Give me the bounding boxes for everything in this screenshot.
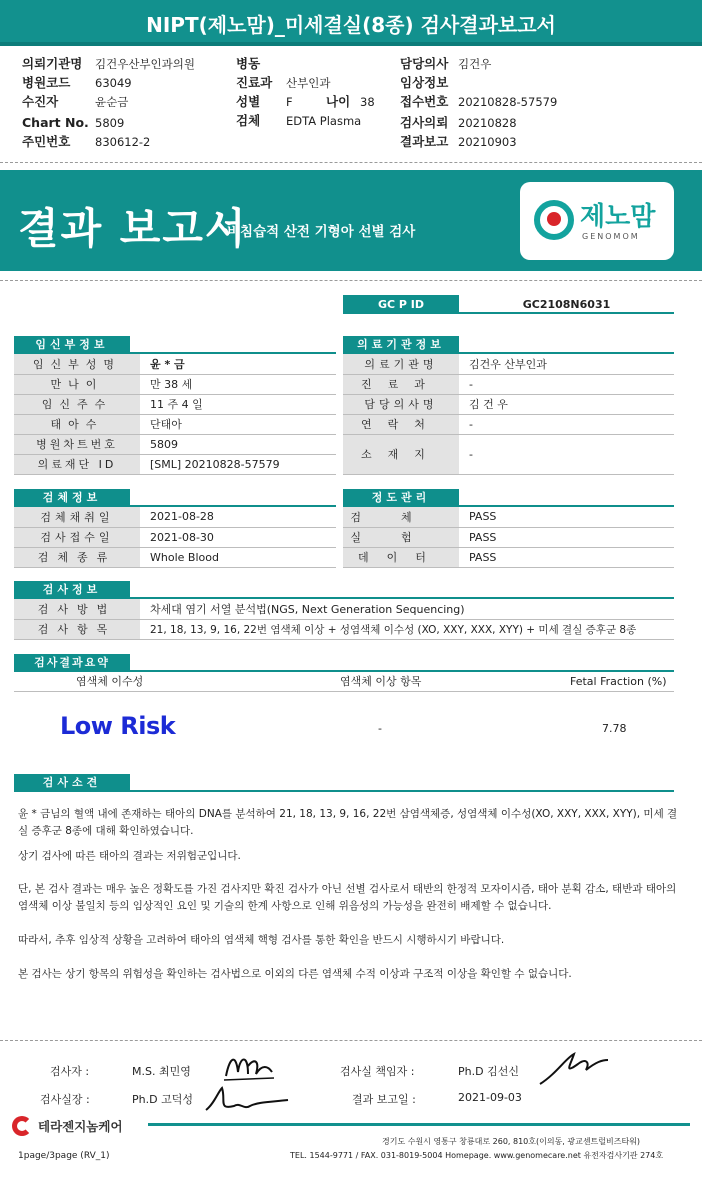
row-value: - [459,414,674,434]
report-date: 2021-09-03 [458,1091,522,1104]
row-key: 소재지 [343,434,459,474]
table-row [14,454,336,474]
head-name: Ph.D 고덕성 [132,1093,193,1106]
logo-name: 제노맘 [580,202,656,232]
tester-label: 검사자 : [50,1065,90,1078]
genomom-logo [520,182,674,260]
hdr-value: 김건우 [458,57,492,71]
lead-name: Ph.D 김선신 [458,1065,519,1078]
institution-table [343,354,674,475]
summary-heading: 검사결과요약 [14,654,130,671]
table-row [343,507,674,527]
logo-eng: GENOMOM [582,232,640,241]
table-row [14,354,336,374]
row-key: 검체채취일 [14,507,140,527]
gcpid-label: GC P ID [343,295,459,314]
findings-heading: 검사소견 [14,774,130,791]
table-row [343,527,674,547]
hdr-label: 성별 [236,94,261,109]
hdr-value: 5809 [95,116,125,130]
pregnant-table [14,354,336,475]
row-key: 연락처 [343,414,459,434]
row-value: PASS [459,507,674,527]
row-key: 검체종류 [14,547,140,567]
hdr-value: EDTA Plasma [286,114,362,128]
footer-rule [148,1123,690,1126]
row-key: 만나이 [14,374,140,394]
table-row [343,434,674,474]
qc-table [343,507,674,568]
hdr-label: 임상정보 [400,75,449,90]
company-logo-icon [12,1116,32,1136]
row-key: 임신주수 [14,394,140,414]
test-heading: 검사정보 [14,581,130,598]
result-banner [0,170,702,271]
summary-header-row [14,672,674,692]
banner-subtitle: 비침습적 산전 기형아 선별 검사 [227,224,416,240]
hdr-value: F [286,95,293,109]
hdr-label: 나이 [326,94,351,109]
row-value: Whole Blood [140,547,336,567]
institution-heading: 의료기관정보 [343,336,459,353]
row-value: 김 건 우 [459,394,674,414]
row-value: 윤 * 금 [140,354,336,374]
row-value: - [459,374,674,394]
table-row [343,354,674,374]
table-row [14,414,336,434]
hdr-value: 20210903 [458,135,517,149]
table-row [343,374,674,394]
report-title: NIPT(제노맘)_미세결실(8종) 검사결과보고서 [0,0,702,46]
row-value: [SML] 20210828-57579 [140,454,336,474]
findings-paragraph: 윤 * 금님의 혈액 내에 존재하는 태아의 DNA를 분석하여 21, 18, 13, 9, 16, 22번 삼염색체증, 성염색체 이수성(XO, XXY, XXX, XYY), 미세 결실 증후군 8종에 대해 확인하였습니다. [18,808,678,837]
specimen-heading: 검체정보 [14,489,130,506]
row-key: 검사항목 [14,619,140,639]
hdr-value: 63049 [95,76,132,90]
hdr-value: 산부인과 [286,76,331,90]
company-name: 테라젠지놈케어 [38,1119,123,1134]
hdr-label: 검체 [236,113,261,128]
logo-dot-icon [547,212,561,226]
specimen-table [14,507,336,568]
hdr-label: 결과보고 [400,134,449,149]
summary-col1: 염색체 이수성 [76,675,144,688]
header-info [0,50,702,160]
table-row [14,507,336,527]
summary-col2: 염색체 이상 항목 [340,675,422,688]
table-row [343,414,674,434]
table-row [14,599,674,619]
qc-heading: 정도관리 [343,489,459,506]
hdr-value: 830612-2 [95,135,151,149]
report-label: 결과 보고일 : [352,1093,416,1106]
hdr-label: 담당의사 [400,56,449,71]
hdr-label: 접수번호 [400,94,449,109]
hdr-value: 20210828 [458,116,517,130]
hdr-label: 검사의뢰 [400,115,449,130]
table-row [14,394,336,414]
lead-signature [536,1048,610,1090]
table-row [343,394,674,414]
lead-label: 검사실 책임자 : [340,1065,415,1078]
findings-paragraph: 단, 본 검사 결과는 매우 높은 정확도를 가진 검사지만 확진 검사가 아닌 선별 검사로서 태반의 한정적 모자이시즘, 태아 분획 감소, 태반과 태아의 염색체 이상 불일치 등의 임상적인 요인 및 기술의 한계 사항으로 인해 위음성의 가능성을 완전히 배제할 수 없습니다. [18,883,677,912]
table-row [14,374,336,394]
summary-col3: Fetal Fraction (%) [570,675,667,688]
head-label: 검사실장 : [40,1093,90,1106]
findings-paragraph: 따라서, 추후 임상적 상황을 고려하여 태아의 염색체 핵형 검사를 통한 확인을 반드시 시행하시기 바랍니다. [18,934,505,946]
row-value: 만 38 세 [140,374,336,394]
table-row [14,527,336,547]
row-key: 실험 [343,527,459,547]
header-divider [0,162,702,163]
hdr-value: 20210828-57579 [458,95,558,109]
row-key: 데이터 [343,547,459,567]
row-value: 단태아 [140,414,336,434]
row-key: 임신부성명 [14,354,140,374]
page-number: 1page/3page (RV_1) [18,1151,110,1161]
row-value: 21, 18, 13, 9, 16, 22번 염색체 이상 + 성염색체 이수성 (XO, XXY, XXX, XYY) + 미세 결실 증후군 8종 [140,619,674,639]
row-key: 검체 [343,507,459,527]
hdr-label: 수진자 [22,94,59,109]
table-row [14,434,336,454]
row-key: 검사접수일 [14,527,140,547]
findings-paragraph: 본 검사는 상기 항목의 위험성을 확인하는 검사법으로 이외의 다른 염색체 수적 이상과 구조적 이상을 확인할 수 없습니다. [18,968,572,980]
banner-divider [0,280,702,281]
hdr-label: 진료과 [236,75,273,90]
test-table [14,599,674,640]
row-key: 의료기관명 [343,354,459,374]
table-row [14,619,674,639]
summary-ff: 7.78 [602,722,627,735]
hdr-label: 주민번호 [22,134,71,149]
row-key: 의료재단 ID [14,454,140,474]
hdr-value: 김건우산부인과의원 [95,57,195,71]
row-value: 2021-08-30 [140,527,336,547]
tester-name: M.S. 최민영 [132,1065,191,1078]
row-value: 김건우 산부인과 [459,354,674,374]
row-key: 병원차트번호 [14,434,140,454]
table-row [343,547,674,567]
hdr-value: 38 [360,95,375,109]
table-row [14,547,336,567]
findings-paragraph: 상기 검사에 따른 태아의 결과는 저위험군입니다. [18,850,241,862]
row-key: 태아수 [14,414,140,434]
row-key: 담당의사명 [343,394,459,414]
hdr-label: Chart No. [22,115,89,130]
row-value: 11 주 4 일 [140,394,336,414]
footer-contact: TEL. 1544-9771 / FAX. 031-8019-5004 Homepage. www.genomecare.net 유전자검사기관 274호 [290,1151,664,1160]
row-key: 검사방법 [14,599,140,619]
hdr-label: 의뢰기관명 [22,56,83,71]
gcpid-value: GC2108N6031 [459,295,674,314]
pregnant-heading: 임신부정보 [14,336,130,353]
row-value: PASS [459,527,674,547]
row-value: 2021-08-28 [140,507,336,527]
head-signature [200,1080,292,1120]
sign-divider [0,1040,702,1041]
hdr-label: 병원코드 [22,75,71,90]
banner-title: 결과 보고서 [18,204,248,253]
row-value: 차세대 염기 서열 분석법(NGS, Next Generation Sequencing) [140,599,674,619]
row-value: 5809 [140,434,336,454]
hdr-value: 윤순금 [95,95,129,109]
row-value: - [459,434,674,474]
row-value: PASS [459,547,674,567]
findings-rule [14,790,674,792]
summary-result: Low Risk [60,712,176,740]
summary-abnormal: - [378,722,382,735]
hdr-label: 병동 [236,56,261,71]
footer-address: 경기도 수원시 영통구 창룡대로 260, 810호(이의동, 광교센트럴비즈타워) [382,1137,641,1146]
row-key: 진료과 [343,374,459,394]
